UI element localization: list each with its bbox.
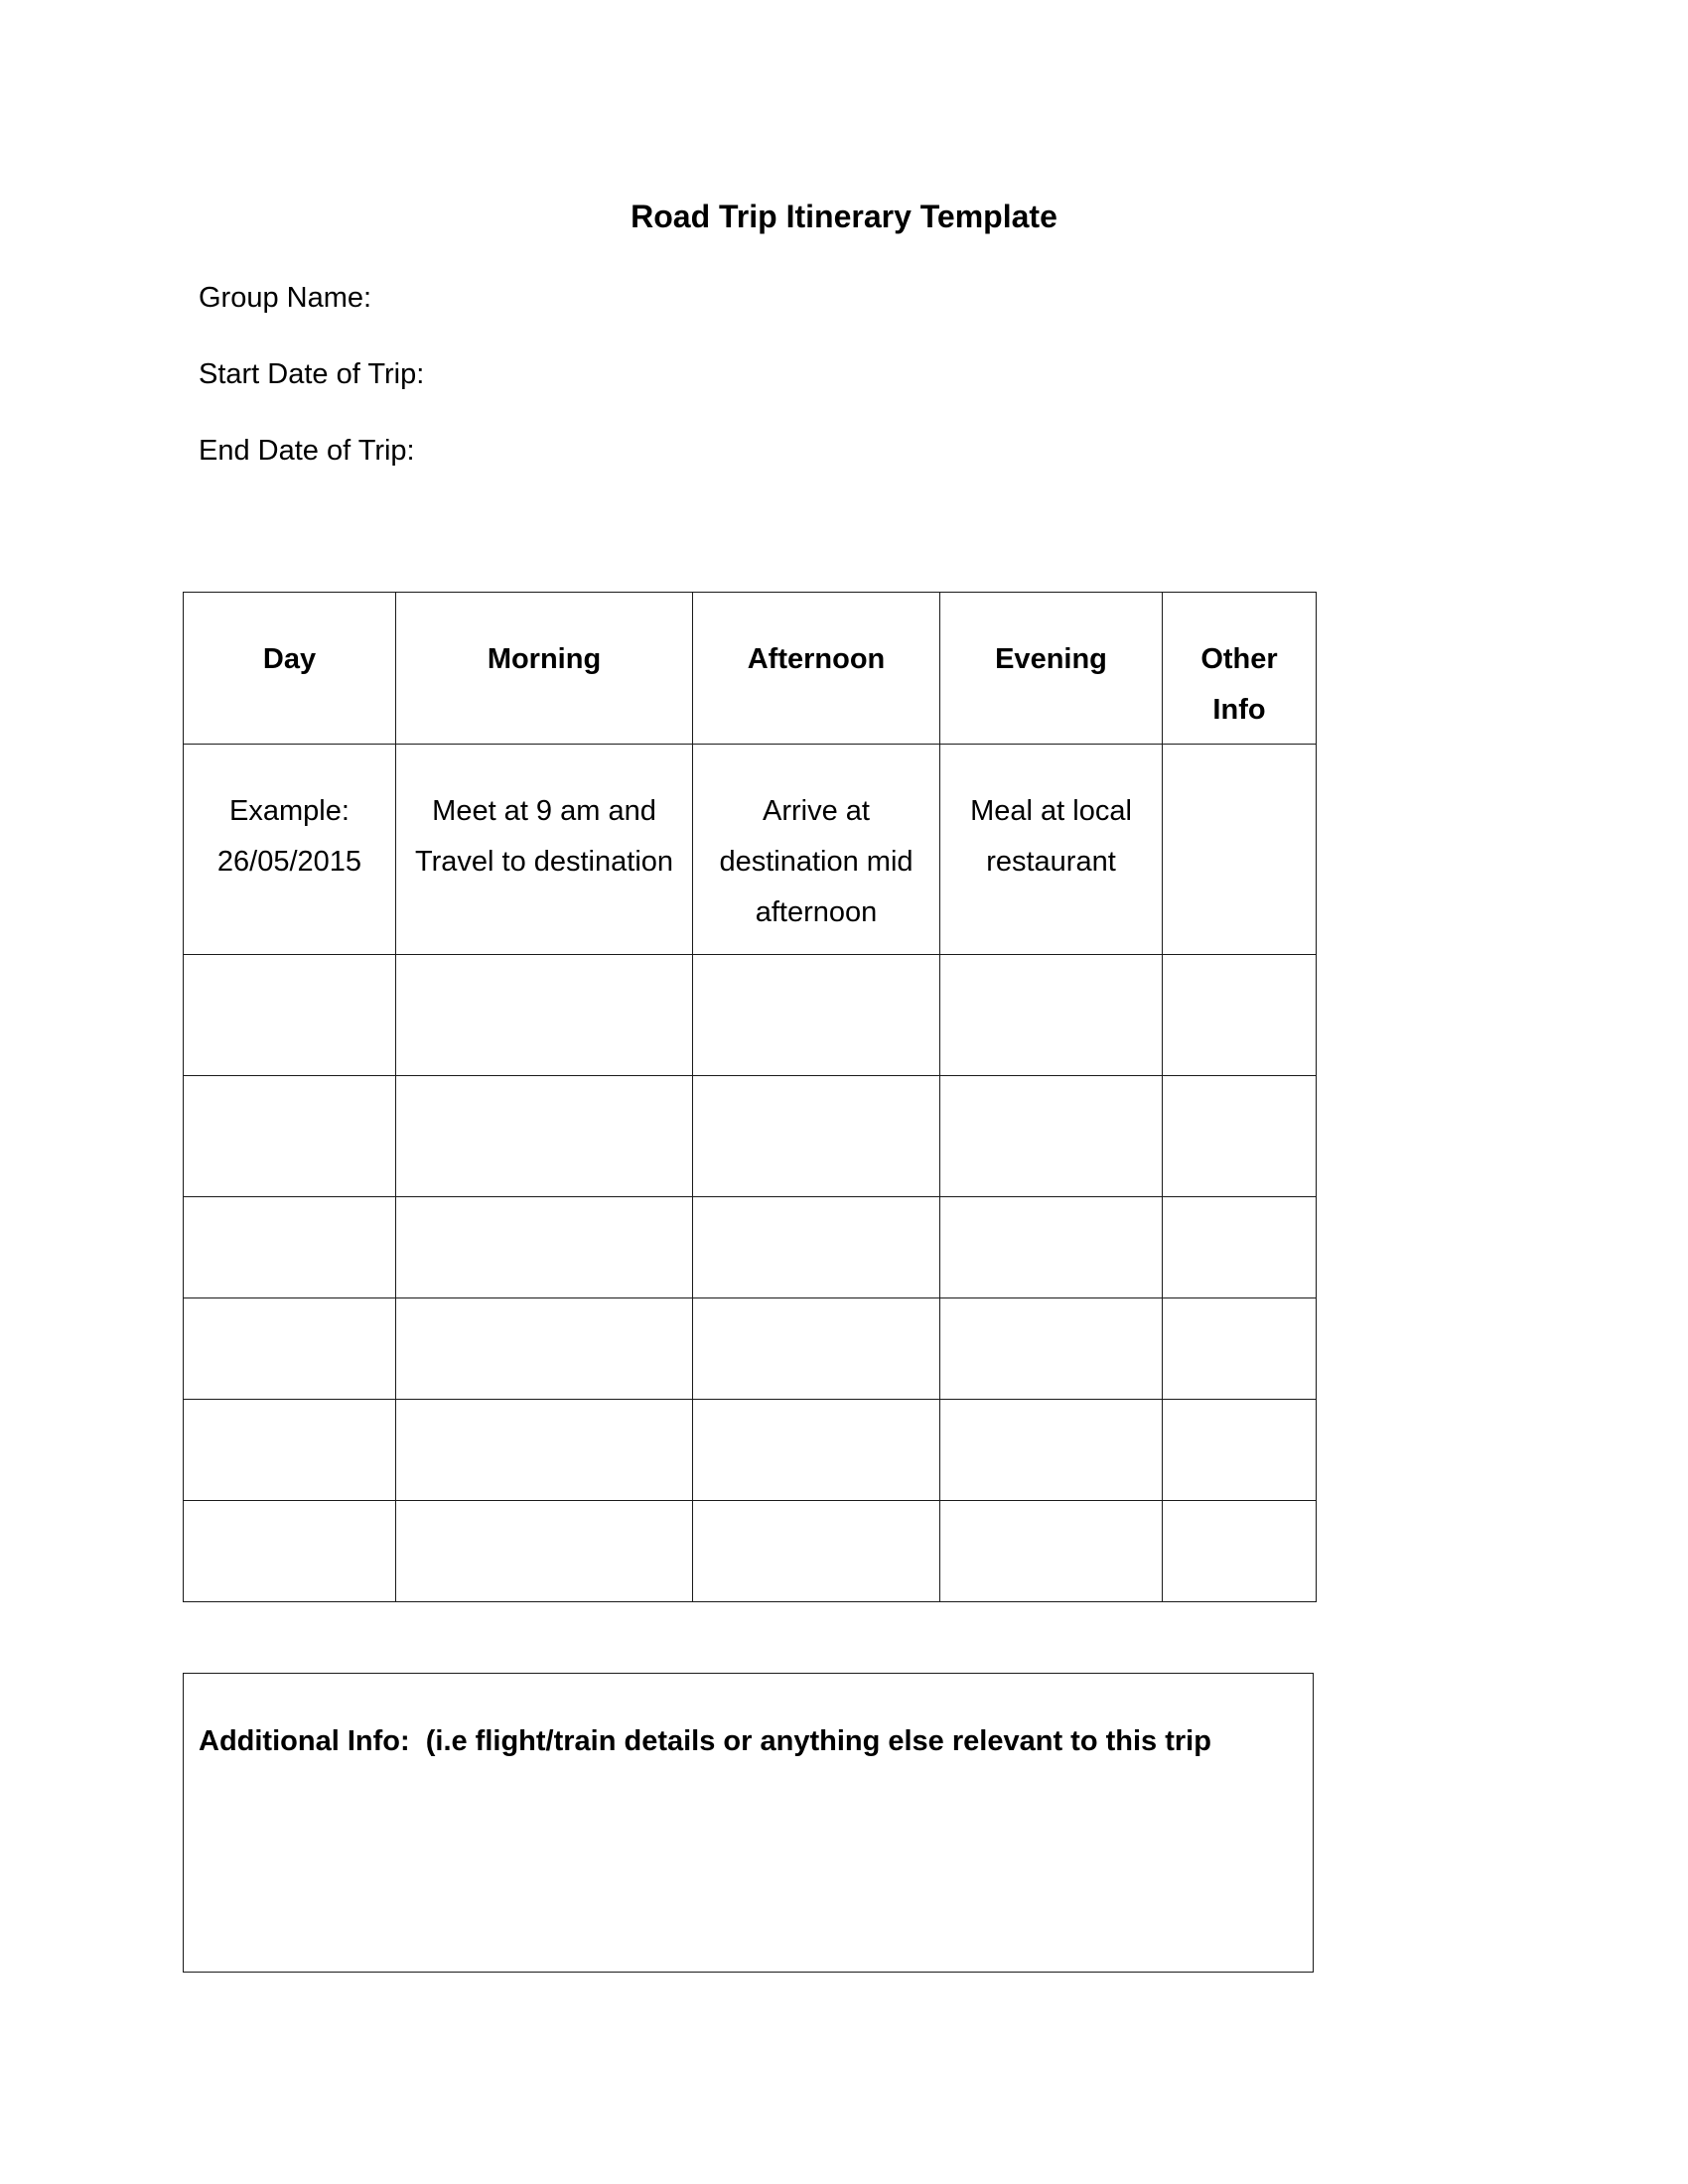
table-row [184, 1501, 1317, 1602]
example-morning-line2: Travel to destination [414, 846, 674, 878]
end-date-label: End Date of Trip: [199, 435, 415, 467]
day-cell[interactable] [184, 1197, 396, 1298]
header-evening-text: Evening [995, 643, 1107, 675]
header-other-info [1163, 593, 1317, 745]
example-day-line1: Example: [229, 795, 350, 827]
afternoon-cell[interactable] [693, 1298, 940, 1400]
example-afternoon-line3: afternoon [755, 896, 878, 928]
afternoon-cell[interactable] [693, 1076, 940, 1197]
header-evening [940, 593, 1163, 745]
other-info-cell[interactable] [1163, 1197, 1317, 1298]
afternoon-cell[interactable] [693, 1501, 940, 1602]
header-other-line2: Info [1212, 694, 1266, 726]
example-afternoon-line2: destination mid [719, 846, 914, 878]
other-info-cell[interactable] [1163, 1501, 1317, 1602]
other-info-cell[interactable] [1163, 1076, 1317, 1197]
morning-cell[interactable] [396, 955, 693, 1076]
additional-info-label: Additional Info: (i.e flight/train details or anything else relevant to this trip [199, 1725, 1211, 1757]
example-afternoon-line1: Arrive at [763, 795, 870, 827]
table-row [184, 1400, 1317, 1501]
morning-cell[interactable] [396, 1501, 693, 1602]
afternoon-cell[interactable] [693, 955, 940, 1076]
evening-cell[interactable] [940, 1298, 1163, 1400]
example-other-cell [1163, 745, 1317, 955]
example-row [184, 745, 1317, 955]
group-name-label: Group Name: [199, 282, 372, 314]
other-info-cell[interactable] [1163, 1400, 1317, 1501]
morning-cell[interactable] [396, 1197, 693, 1298]
table-row [184, 1197, 1317, 1298]
morning-cell[interactable] [396, 1076, 693, 1197]
itinerary-table [183, 592, 1317, 1602]
day-cell[interactable] [184, 1076, 396, 1197]
morning-cell[interactable] [396, 1298, 693, 1400]
example-day-cell [184, 745, 396, 955]
day-cell[interactable] [184, 1298, 396, 1400]
evening-cell[interactable] [940, 1076, 1163, 1197]
other-info-cell[interactable] [1163, 955, 1317, 1076]
day-cell[interactable] [184, 1501, 396, 1602]
example-evening-line1: Meal at local [970, 795, 1132, 827]
table-row [184, 955, 1317, 1076]
example-morning-cell [396, 745, 693, 955]
morning-cell[interactable] [396, 1400, 693, 1501]
example-day-line2: 26/05/2015 [216, 846, 362, 878]
table-row [184, 1076, 1317, 1197]
evening-cell[interactable] [940, 955, 1163, 1076]
day-cell[interactable] [184, 955, 396, 1076]
header-afternoon-text: Afternoon [747, 643, 886, 675]
table-header-row [184, 593, 1317, 745]
header-morning-text: Morning [487, 643, 602, 675]
additional-info-box[interactable] [183, 1673, 1314, 1973]
header-other-line1: Other [1200, 643, 1278, 675]
table-row [184, 1298, 1317, 1400]
example-evening-line2: restaurant [986, 846, 1116, 878]
afternoon-cell[interactable] [693, 1197, 940, 1298]
start-date-label: Start Date of Trip: [199, 358, 425, 390]
evening-cell[interactable] [940, 1197, 1163, 1298]
page-title: Road Trip Itinerary Template [631, 199, 1057, 234]
evening-cell[interactable] [940, 1501, 1163, 1602]
header-day-text: Day [262, 643, 317, 675]
header-afternoon [693, 593, 940, 745]
example-afternoon-cell [693, 745, 940, 955]
example-morning-line1: Meet at 9 am and [432, 795, 656, 827]
evening-cell[interactable] [940, 1400, 1163, 1501]
afternoon-cell[interactable] [693, 1400, 940, 1501]
other-info-cell[interactable] [1163, 1298, 1317, 1400]
day-cell[interactable] [184, 1400, 396, 1501]
header-day [184, 593, 396, 745]
example-evening-cell [940, 745, 1163, 955]
header-morning [396, 593, 693, 745]
